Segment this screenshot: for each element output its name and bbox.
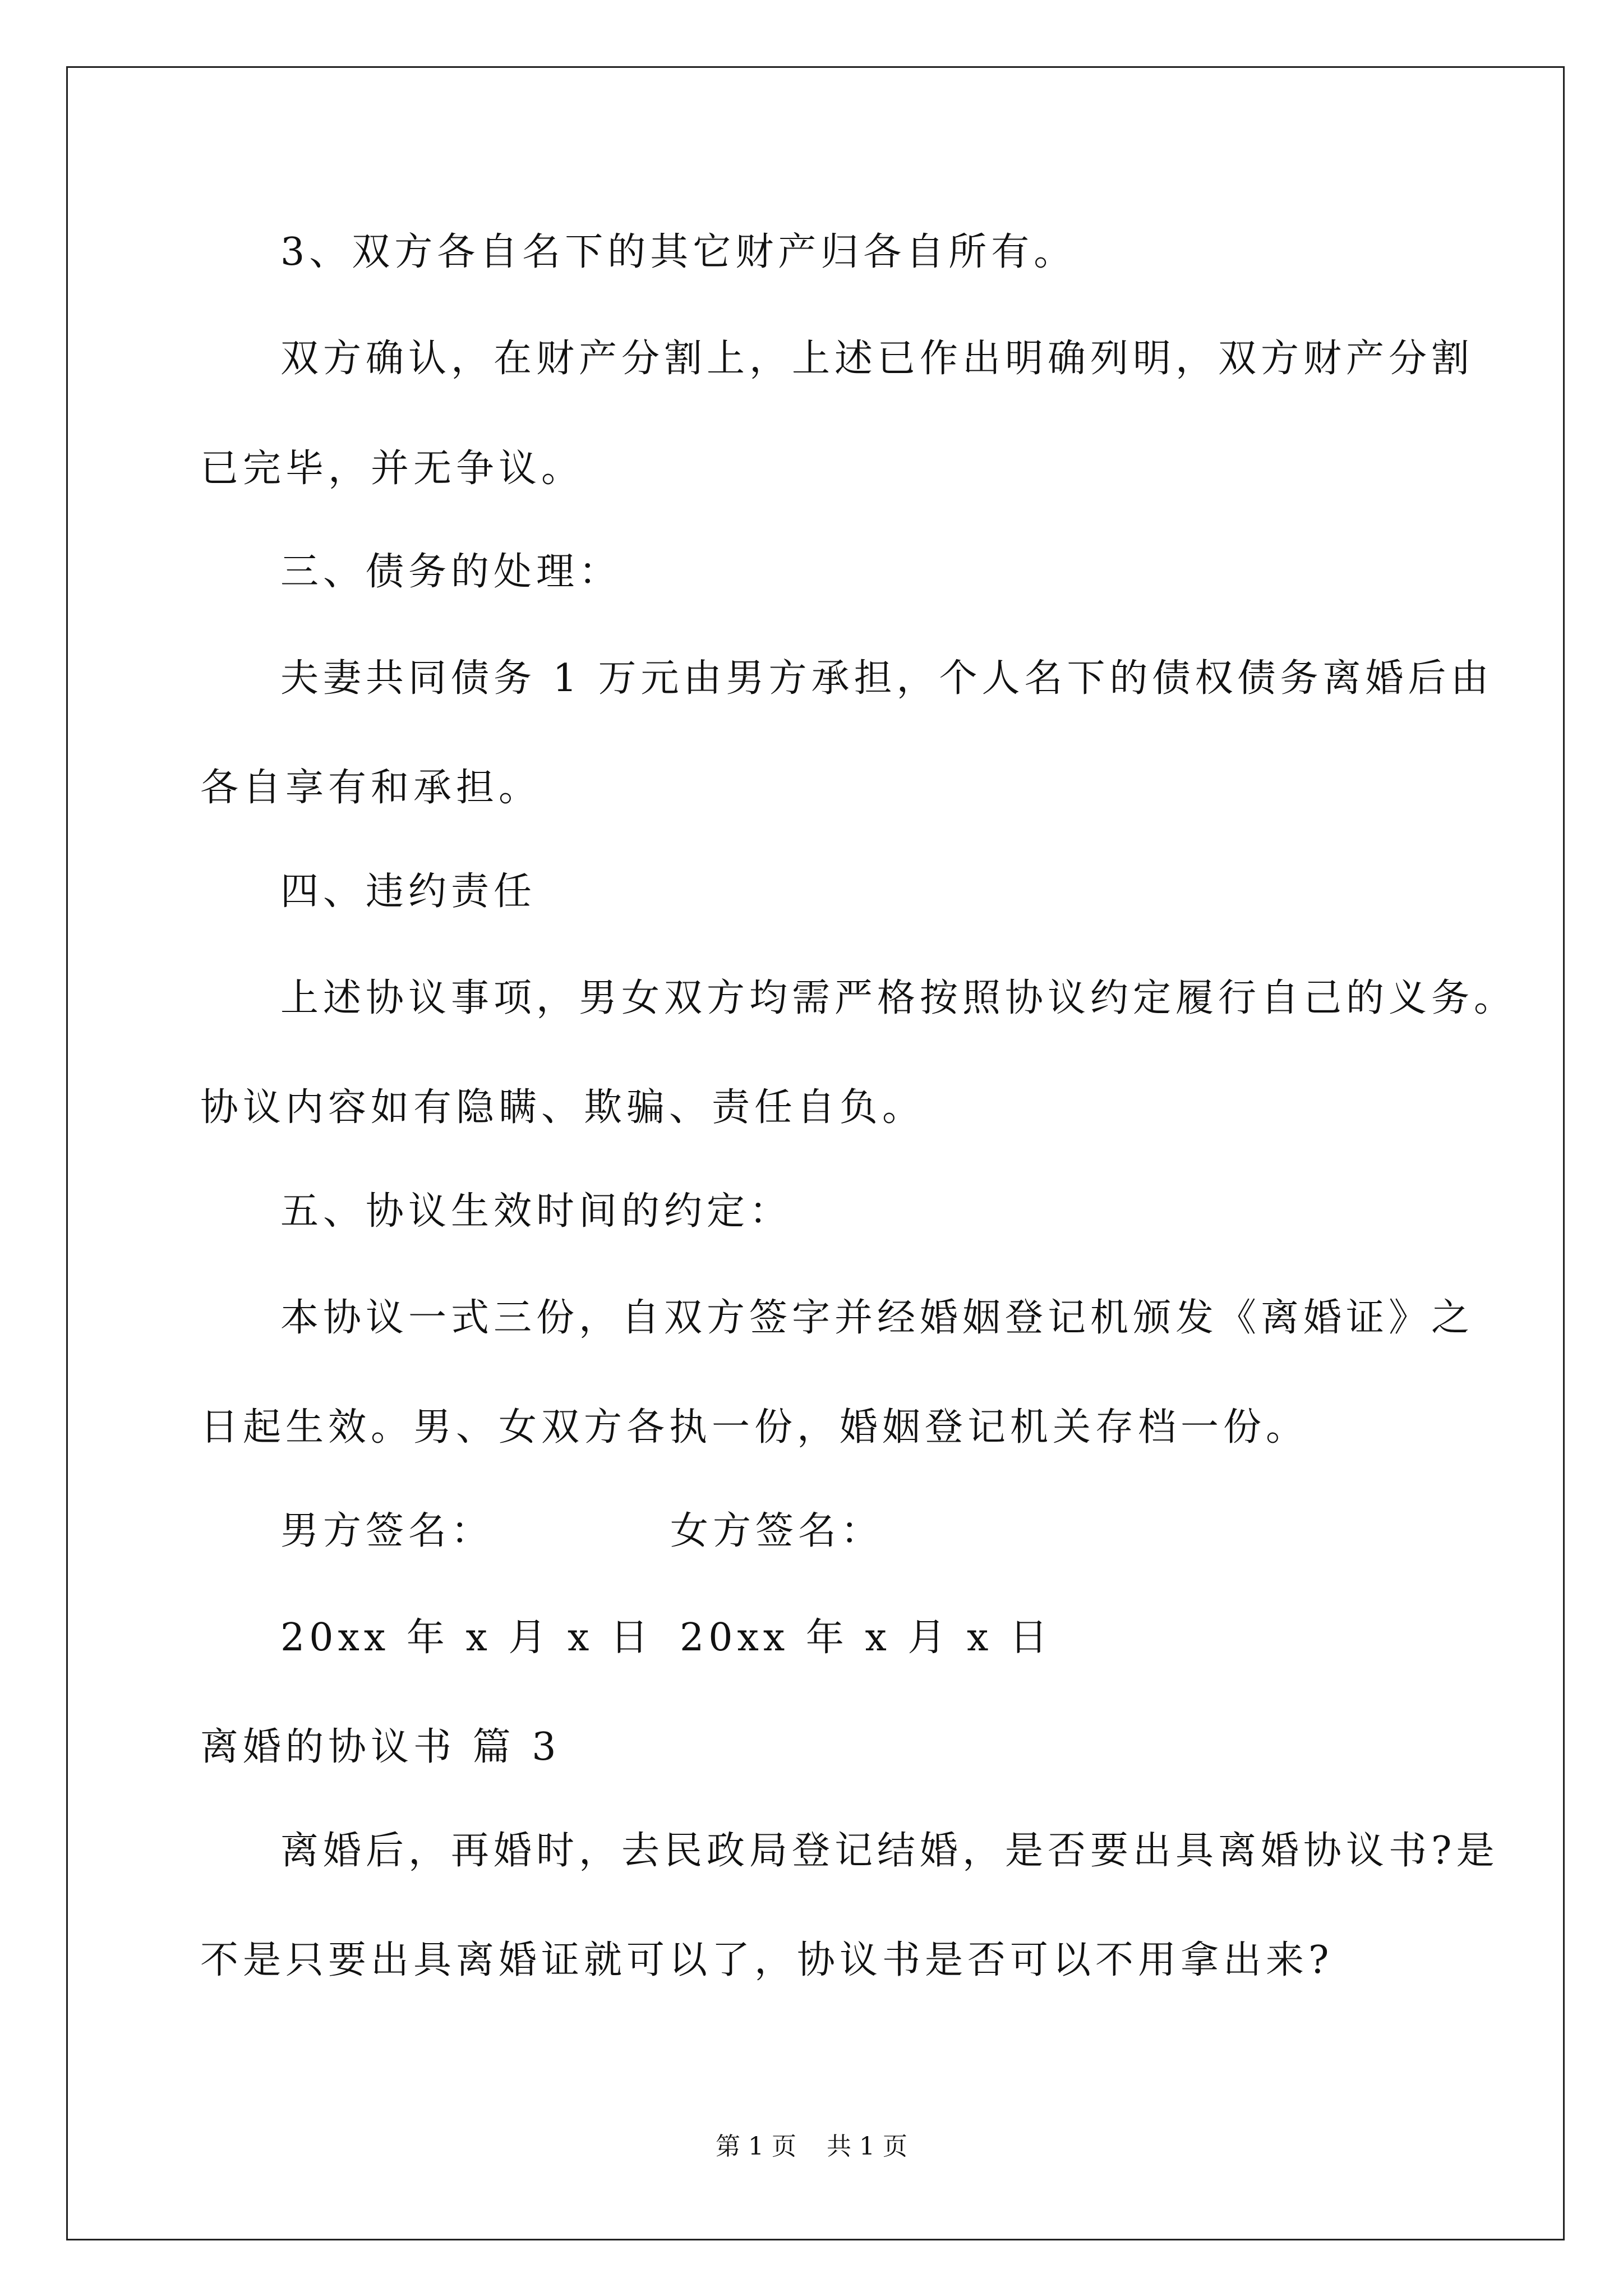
page-total: 共 1 页 xyxy=(827,2132,907,2161)
male-signature-label: 男方签名： xyxy=(280,1509,494,1553)
section-heading-debt: 三、债务的处理： xyxy=(280,550,622,594)
paragraph-line: 各自享有和承担。 xyxy=(200,766,542,810)
section-title: 离婚的协议书 篇 3 xyxy=(200,1725,561,1769)
paragraph-line: 夫妻共同债务 1 万元由男方承担，个人名下的债权债务离婚后由 xyxy=(280,656,1493,701)
paragraph-line: 双方确认，在财产分割上，上述已作出明确列明，双方财产分割 xyxy=(280,337,1474,381)
paragraph-line: 日起生效。男、女双方各执一份，婚姻登记机关存档一份。 xyxy=(200,1405,1309,1450)
page-footer xyxy=(0,2132,1623,2162)
page-border xyxy=(66,66,1565,2240)
page-number: 第 1 页 xyxy=(716,2132,796,2161)
section-heading-effective: 五、协议生效时间的约定： xyxy=(280,1189,792,1234)
male-signature-date: 20xx 年 x 月 x 日 xyxy=(280,1616,653,1660)
paragraph-line: 不是只要出具离婚证就可以了，协议书是否可以不用拿出来? xyxy=(200,1938,1334,1982)
paragraph-line: 离婚后，再婚时，去民政局登记结婚，是否要出具离婚协议书?是 xyxy=(280,1829,1499,1873)
paragraph-line: 3、双方各自名下的其它财产归各自所有。 xyxy=(280,230,1077,274)
paragraph-line: 本协议一式三份，自双方签字并经婚姻登记机颁发《离婚证》之 xyxy=(280,1296,1474,1340)
paragraph-line: 上述协议事项，男女双方均需严格按照协议约定履行自己的义务。 xyxy=(280,976,1517,1020)
female-signature-date: 20xx 年 x 月 x 日 xyxy=(680,1616,1053,1660)
paragraph-line: 协议内容如有隐瞒、欺骗、责任自负。 xyxy=(200,1085,925,1130)
female-signature-label: 女方签名： xyxy=(670,1509,884,1553)
section-heading-breach: 四、违约责任 xyxy=(280,869,537,914)
paragraph-line: 已完毕，并无争议。 xyxy=(200,447,584,491)
